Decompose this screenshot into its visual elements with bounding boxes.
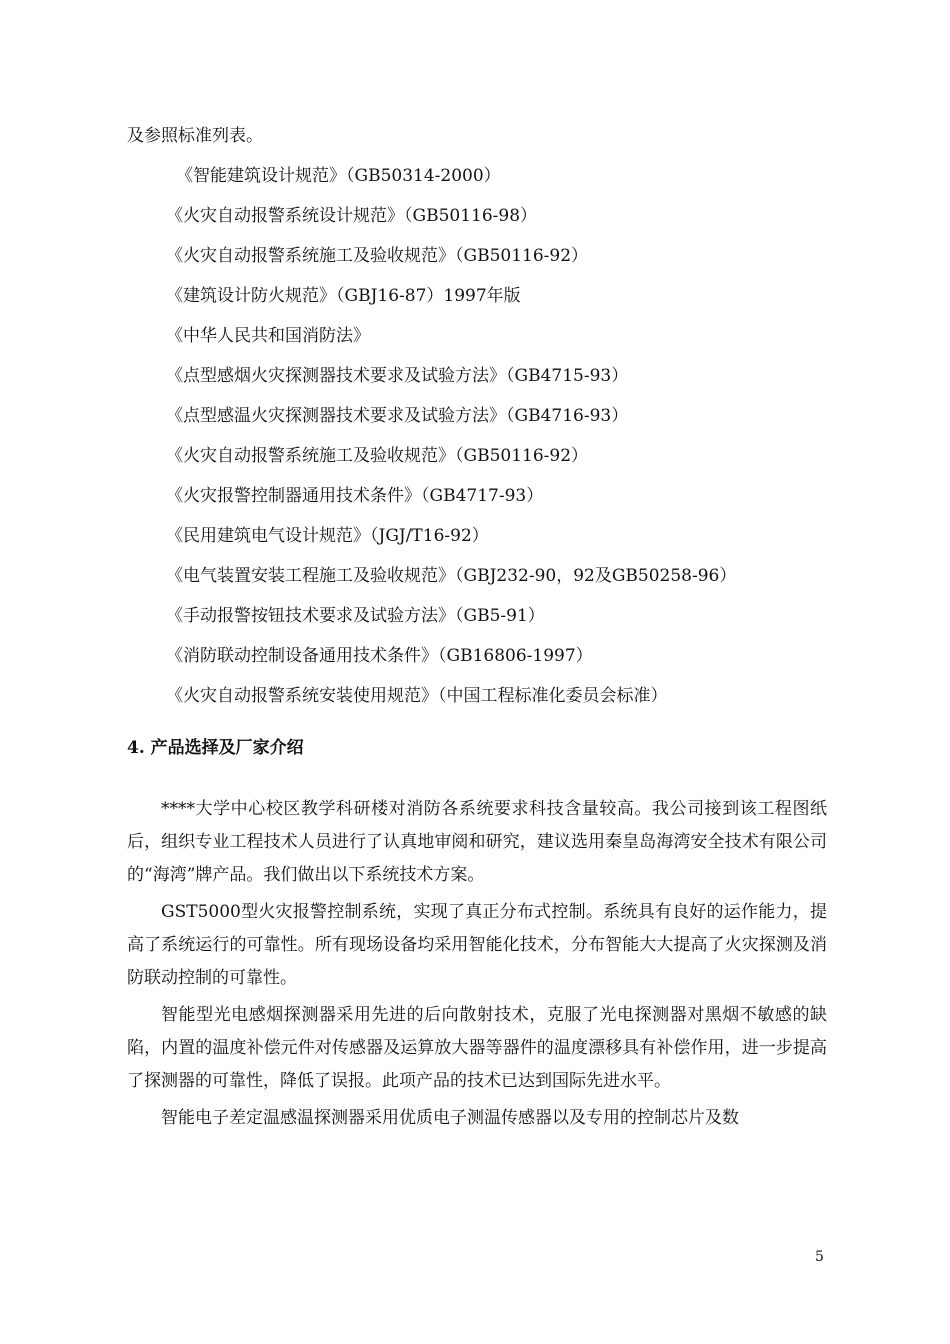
paragraph: ****大学中心校区教学科研楼对消防各系统要求科技含量较高。我公司接到该工程图纸后，组织专业工程技术人员进行了认真地审阅和研究，建议选用秦皇岛海湾安全技术有限公司的“海湾”牌产品。我们做出以下系统技术方案。 [127,799,827,885]
standard-item: 《民用建筑电气设计规范》（JGJ/T16-92） [166,526,489,546]
standard-item: 《火灾自动报警系统安装使用规范》（中国工程标准化委员会标准） [166,686,668,706]
standard-item: 《手动报警按钮技术要求及试验方法》（GB5-91） [166,606,545,626]
body-text [127,793,827,1139]
paragraph: 智能型光电感烟探测器采用先进的后向散射技术，克服了光电探测器对黑烟不敏感的缺陷，内置的温度补偿元件对传感器及运算放大器等器件的温度漂移具有补偿作用，进一步提高了探测器的可靠性，降低了误报。此项产品的技术已达到国际先进水平。 [127,1005,827,1091]
standard-item: 《电气装置安装工程施工及验收规范》（GBJ232-90，92及GB50258-96） [166,566,737,586]
paragraph: GST5000型火灾报警控制系统，实现了真正分布式控制。系统具有良好的运作能力，提高了系统运行的可靠性。所有现场设备均采用智能化技术，分布智能大大提高了火灾探测及消防联动控制的可靠性。 [127,902,827,988]
standard-item: 《点型感烟火灾探测器技术要求及试验方法》（GB4715-93） [166,366,629,386]
standard-item: 《建筑设计防火规范》（GBJ16-87）1997年版 [166,286,521,306]
standard-item: 《火灾报警控制器通用技术条件》（GB4717-93） [166,486,544,506]
standards-list [166,163,736,723]
standard-item: 《智能建筑设计规范》（GB50314-2000） [176,166,501,186]
standard-item: 《点型感温火灾探测器技术要求及试验方法》（GB4716-93） [166,406,629,426]
standard-item: 《火灾自动报警系统施工及验收规范》（GB50116-92） [166,446,589,466]
section-heading: 4. 产品选择及厂家介绍 [127,738,304,758]
standard-item: 《消防联动控制设备通用技术条件》（GB16806-1997） [166,646,593,666]
paragraph: 智能电子差定温感温探测器采用优质电子测温传感器以及专用的控制芯片及数 [161,1108,739,1128]
standard-item: 《中华人民共和国消防法》 [166,326,370,346]
intro-line: 及参照标准列表。 [127,126,263,146]
standard-item: 《火灾自动报警系统设计规范》（GB50116-98） [166,206,538,226]
page-number: 5 [815,1249,824,1265]
standard-item: 《火灾自动报警系统施工及验收规范》（GB50116-92） [166,246,589,266]
